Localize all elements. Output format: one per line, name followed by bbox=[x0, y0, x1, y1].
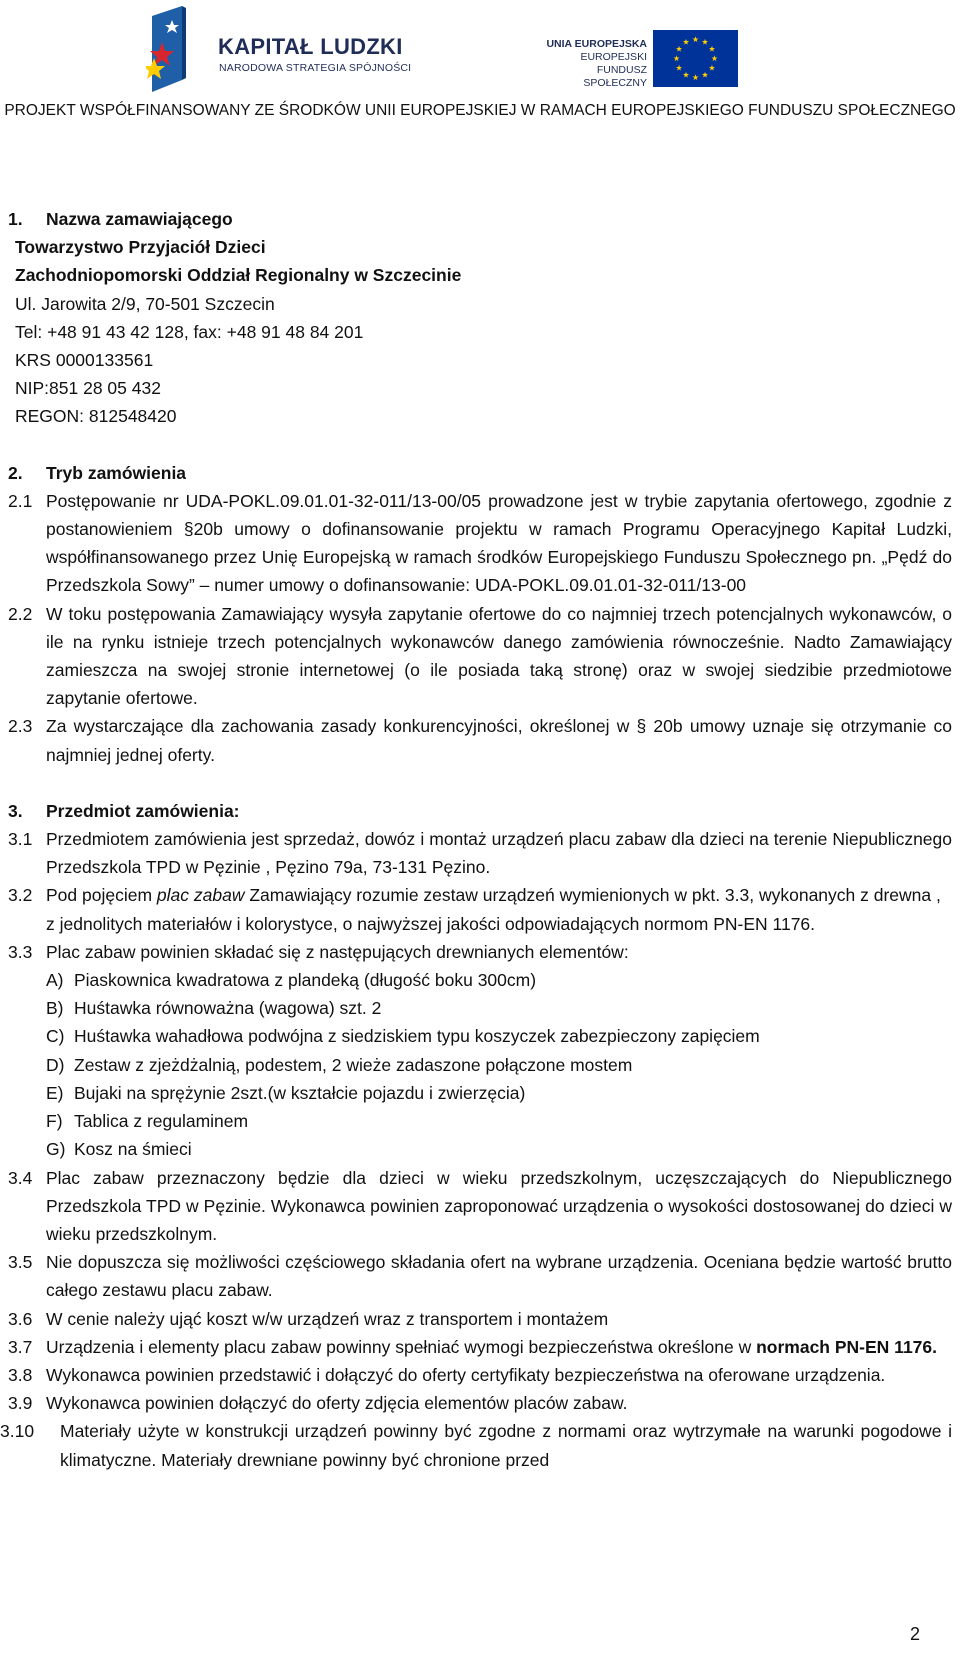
kapital-ludzki-logo-icon bbox=[146, 6, 216, 98]
item-text: Nie dopuszcza się możliwości częściowego składania ofert na wybrane urządzenia. Oceniana będzie wartość brutto całego zestawu placu zabaw. bbox=[46, 1252, 952, 1301]
list-item bbox=[0, 1305, 960, 1333]
sub-item-text: Bujaki na sprężynie 2szt.(w kształcie pojazdu i zwierzęcia) bbox=[74, 1082, 526, 1103]
item-number: 3.1 bbox=[8, 829, 33, 850]
eu-line-3: FUNDUSZ SPOŁECZNY bbox=[583, 64, 647, 89]
eu-line-2: EUROPEJSKI bbox=[580, 51, 647, 63]
sub-item-letter: F) bbox=[46, 1111, 63, 1132]
org-name-line-2: Zachodniopomorski Oddział Regionalny w Szczecinie bbox=[15, 265, 462, 286]
section-title: Przedmiot zamówienia: bbox=[46, 800, 240, 821]
sub-item-letter: D) bbox=[46, 1054, 65, 1075]
page-number: 2 bbox=[910, 1624, 921, 1644]
item-text bbox=[46, 1333, 952, 1361]
list-item bbox=[0, 1389, 960, 1417]
item-number: 3.6 bbox=[8, 1308, 33, 1329]
item-text: W toku postępowania Zamawiający wysyła zapytanie ofertowe do co najmniej trzech potencjalnych wykonawców, o ile na rynku istnieje trzech potencjalnych wykonawców danego zamówienia równocześnie. Nadto Zamawiający zamieszcza na swojej stronie internetowej (o ile posiada taką stronę) oraz w swojej siedzibie przedmiotowe zapytanie ofertowe. bbox=[46, 603, 952, 709]
list-item bbox=[0, 1333, 960, 1361]
item-text-italic: plac zabaw bbox=[156, 885, 245, 906]
logo-subtitle: NARODOWA STRATEGIA SPÓJNOŚCI bbox=[219, 62, 412, 74]
project-cofinancing-line: PROJEKT WSPÓŁFINANSOWANY ZE ŚRODKÓW UNII EUROPEJSKIEJ W RAMACH EUROPEJSKIEGO FUNDUSZU SPOŁECZNEGO bbox=[4, 102, 956, 119]
item-number: 3.9 bbox=[8, 1393, 33, 1414]
item-text-regular: Urządzenia i elementy placu zabaw powinny spełniać wymogi bezpieczeństwa określone w bbox=[46, 1336, 757, 1357]
section-number: 3. bbox=[8, 800, 23, 821]
item-text: W cenie należy ująć koszt w/w urządzeń wraz z transportem i montażem bbox=[46, 1308, 609, 1329]
section-number: 2. bbox=[8, 462, 23, 483]
org-krs: KRS 0000133561 bbox=[15, 350, 154, 371]
sub-item bbox=[0, 1107, 960, 1135]
item-text: Postępowanie nr UDA-POKL.09.01.01-32-011/13-00/05 prowadzone jest w trybie zapytania ofertowego, zgodnie z postanowieniem §20b umowy o dofinansowanie projektu w ramach Programu Operacyjnego Kapitał Ludzki, współfinansowanego przez Unię Europejską w ramach środków Europejskiego Funduszu Społecznego pn. „Pędź do Przedszkola Sowy” – numer umowy o dofinansowanie: UDA-POKL.09.01.01-32-011/13-00 bbox=[46, 490, 952, 596]
list-item bbox=[0, 1248, 960, 1304]
item-number: 3.5 bbox=[8, 1252, 33, 1273]
section-3-heading bbox=[0, 797, 960, 825]
list-item bbox=[0, 1361, 960, 1389]
sub-item-text: Huśtawka równoważna (wagowa) szt. 2 bbox=[74, 998, 382, 1019]
logo-title: KAPITAŁ LUDZKI bbox=[218, 34, 403, 59]
sub-item-letter: A) bbox=[46, 970, 64, 991]
org-address: Ul. Jarowita 2/9, 70-501 Szczecin bbox=[15, 293, 275, 314]
sub-item-letter: G) bbox=[46, 1139, 66, 1160]
item-text bbox=[46, 881, 952, 937]
item-number: 3.7 bbox=[8, 1336, 33, 1357]
sub-item bbox=[0, 1051, 960, 1079]
sub-item-text: Zestaw z zjeżdżalnią, podestem, 2 wieże zadaszone połączone mostem bbox=[74, 1054, 633, 1075]
sub-item bbox=[0, 1135, 960, 1163]
sub-item-text: Kosz na śmieci bbox=[74, 1139, 192, 1160]
org-regon: REGON: 812548420 bbox=[15, 406, 177, 427]
item-text: Wykonawca powinien przedstawić i dołączyć do oferty certyfikaty bezpieczeństwa na oferowane urządzenia. bbox=[46, 1364, 886, 1385]
list-item bbox=[0, 712, 960, 768]
sub-item-letter: C) bbox=[46, 1026, 65, 1047]
list-item bbox=[0, 938, 960, 966]
sub-item bbox=[0, 966, 960, 994]
list-item bbox=[0, 881, 960, 937]
section-1-heading bbox=[0, 205, 960, 233]
item-number: 3.4 bbox=[8, 1167, 33, 1188]
sub-item-text: Piaskownica kwadratowa z plandeką (długość boku 300cm) bbox=[74, 970, 537, 991]
item-text-bold: normach PN-EN 1176. bbox=[756, 1336, 937, 1357]
item-text: Plac zabaw przeznaczony będzie dla dzieci w wieku przedszkolnym, uczęszczających do Niepublicznego Przedszkola TPD w Pęzinie. Wykonawca powinien zaproponować urządzenia o wysokości dostosowanej do dzieci w wieku przedszkolnym. bbox=[46, 1167, 952, 1244]
item-number: 3.2 bbox=[8, 885, 33, 906]
section-number: 1. bbox=[8, 209, 23, 229]
item-text: Za wystarczające dla zachowania zasady konkurencyjności, określonej w § 20b umowy uznaje się otrzymanie co najmniej jednej oferty. bbox=[46, 716, 952, 765]
eu-flag-icon bbox=[653, 30, 738, 87]
sub-item bbox=[0, 1022, 960, 1050]
item-text-after: Zamawiający rozumie zestaw urządzeń wymienionych w pkt. 3.3, wykonanych z drewna , z jednolitych materiałów i kolorystyce, o najwyższej jakości odpowiadających normom PN-EN 1176. bbox=[46, 885, 941, 934]
item-number: 2.2 bbox=[8, 603, 33, 624]
sub-item-text: Huśtawka wahadłowa podwójna z siedziskiem typu koszyczek zabezpieczony zapięciem bbox=[74, 1026, 760, 1047]
sub-item-letter: B) bbox=[46, 998, 64, 1019]
list-item bbox=[0, 825, 960, 881]
list-item bbox=[0, 487, 960, 600]
item-text: Przedmiotem zamówienia jest sprzedaż, dowóz i montaż urządzeń placu zabaw dla dzieci na terenie Niepublicznego Przedszkola TPD w Pęzinie , Pęzino 79a, 73-131 Pęzino. bbox=[46, 829, 952, 878]
item-text: Wykonawca powinien dołączyć do oferty zdjęcia elementów placów zabaw. bbox=[46, 1393, 628, 1414]
sub-item-text: Tablica z regulaminem bbox=[74, 1111, 249, 1132]
item-number: 2.1 bbox=[8, 490, 33, 511]
item-text: Plac zabaw powinien składać się z następujących drewnianych elementów: bbox=[46, 941, 629, 962]
section-2-heading bbox=[0, 459, 960, 487]
list-item bbox=[0, 1417, 960, 1473]
eu-line-1: UNIA EUROPEJSKA bbox=[546, 38, 647, 50]
item-number: 2.3 bbox=[8, 716, 33, 737]
section-title: Tryb zamówienia bbox=[46, 462, 187, 483]
org-phone: Tel: +48 91 43 42 128, fax: +48 91 48 84 201 bbox=[15, 321, 364, 342]
item-number: 3.3 bbox=[8, 941, 33, 962]
sub-item bbox=[0, 1079, 960, 1107]
item-number: 3.8 bbox=[8, 1364, 33, 1385]
list-item bbox=[0, 1164, 960, 1249]
list-item bbox=[0, 600, 960, 713]
page-header bbox=[0, 0, 960, 130]
sub-item-letter: E) bbox=[46, 1082, 64, 1103]
item-text-before: Pod pojęciem bbox=[46, 885, 157, 906]
item-number: 3.10 bbox=[0, 1421, 35, 1442]
section-title: Nazwa zamawiającego bbox=[46, 209, 233, 229]
sub-item bbox=[0, 994, 960, 1022]
item-text: Materiały użyte w konstrukcji urządzeń powinny być zgodne z normami oraz wytrzymałe na warunki pogodowe i klimatyczne. Materiały drewniane powinny być chronione przed bbox=[60, 1421, 952, 1470]
document-body bbox=[0, 205, 960, 1474]
org-name-line-1: Towarzystwo Przyjaciół Dzieci bbox=[15, 237, 266, 258]
org-nip: NIP:851 28 05 432 bbox=[15, 378, 161, 399]
eu-label bbox=[535, 38, 647, 90]
